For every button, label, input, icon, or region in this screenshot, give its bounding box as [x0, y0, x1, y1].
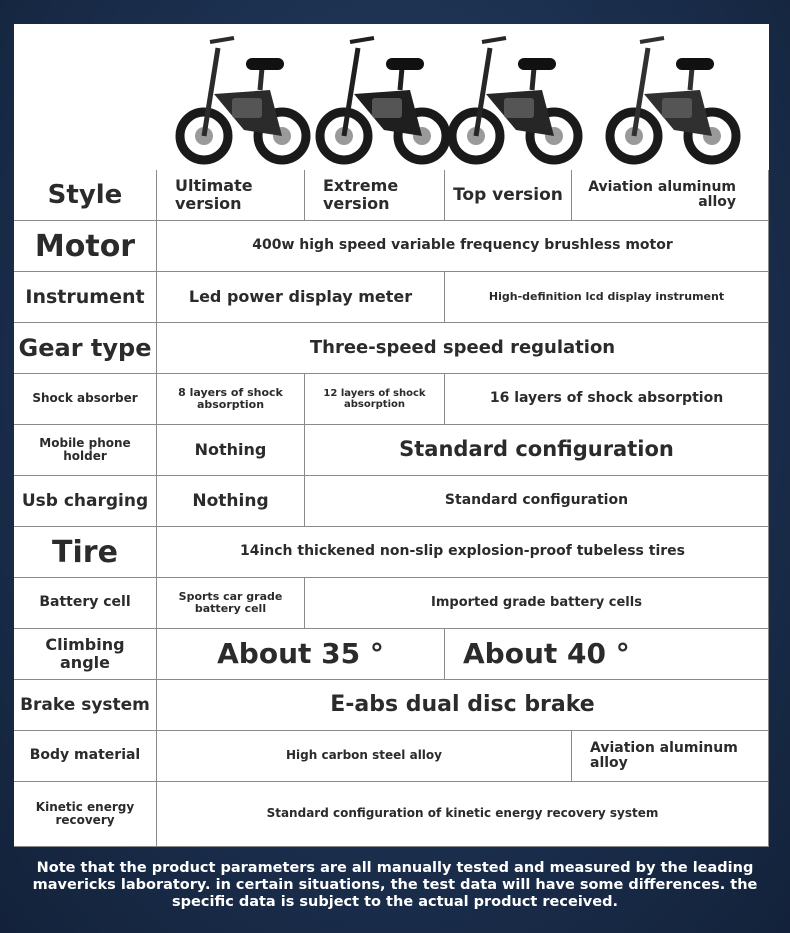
spec-value: Standard configuration — [305, 425, 769, 476]
row-label: Kinetic energy recovery — [14, 782, 157, 847]
folding-ebike-image-1 — [174, 28, 314, 172]
row-label: Instrument — [14, 272, 157, 323]
spec-value: High carbon steel alloy — [157, 731, 572, 782]
spec-value: Sports car grade battery cell — [157, 578, 305, 629]
spec-value: Nothing — [157, 476, 305, 527]
spec-value: Aviation aluminum alloy — [572, 170, 769, 221]
spec-value: Led power display meter — [157, 272, 445, 323]
folding-ebike-image-3 — [446, 28, 586, 172]
folding-ebike-image-4 — [604, 28, 744, 172]
spec-value: Standard configuration of kinetic energy recovery system — [157, 782, 769, 847]
row-label: Battery cell — [14, 578, 157, 629]
spec-value: Ultimate version — [157, 170, 305, 221]
spec-value: Extreme version — [305, 170, 445, 221]
spec-value: 12 layers of shock absorption — [305, 374, 445, 425]
bike-images-row — [14, 24, 769, 170]
row-label: Climbing angle — [14, 629, 157, 680]
spec-value: 8 layers of shock absorption — [157, 374, 305, 425]
spec-value: About 35 ° — [157, 629, 445, 680]
spec-value: Standard configuration — [305, 476, 769, 527]
row-label: Motor — [14, 221, 157, 272]
row-label: Tire — [14, 527, 157, 578]
folding-ebike-image-2 — [314, 28, 454, 172]
spec-value: High-definition lcd display instrument — [445, 272, 769, 323]
row-label: Mobile phone holder — [14, 425, 157, 476]
spec-value: 400w high speed variable frequency brushless motor — [157, 221, 769, 272]
row-label: Usb charging — [14, 476, 157, 527]
spec-value: Top version — [445, 170, 572, 221]
row-label: Style — [14, 170, 157, 221]
spec-value: E-abs dual disc brake — [157, 680, 769, 731]
spec-sheet — [14, 24, 769, 847]
row-label: Shock absorber — [14, 374, 157, 425]
spec-value: 16 layers of shock absorption — [445, 374, 769, 425]
spec-value: Nothing — [157, 425, 305, 476]
row-label: Brake system — [14, 680, 157, 731]
spec-value: Aviation aluminum alloy — [572, 731, 769, 782]
disclaimer-note: Note that the product parameters are all manually tested and measured by the leading mavericks laboratory. in certain situations, the test data will have some differences. the specific data is subject to the actual product received. — [32, 860, 758, 911]
spec-value: 14inch thickened non-slip explosion-proof tubeless tires — [157, 527, 769, 578]
row-label: Gear type — [14, 323, 157, 374]
spec-value: Three-speed speed regulation — [157, 323, 769, 374]
spec-value: About 40 ° — [445, 629, 769, 680]
spec-value: Imported grade battery cells — [305, 578, 769, 629]
row-label: Body material — [14, 731, 157, 782]
